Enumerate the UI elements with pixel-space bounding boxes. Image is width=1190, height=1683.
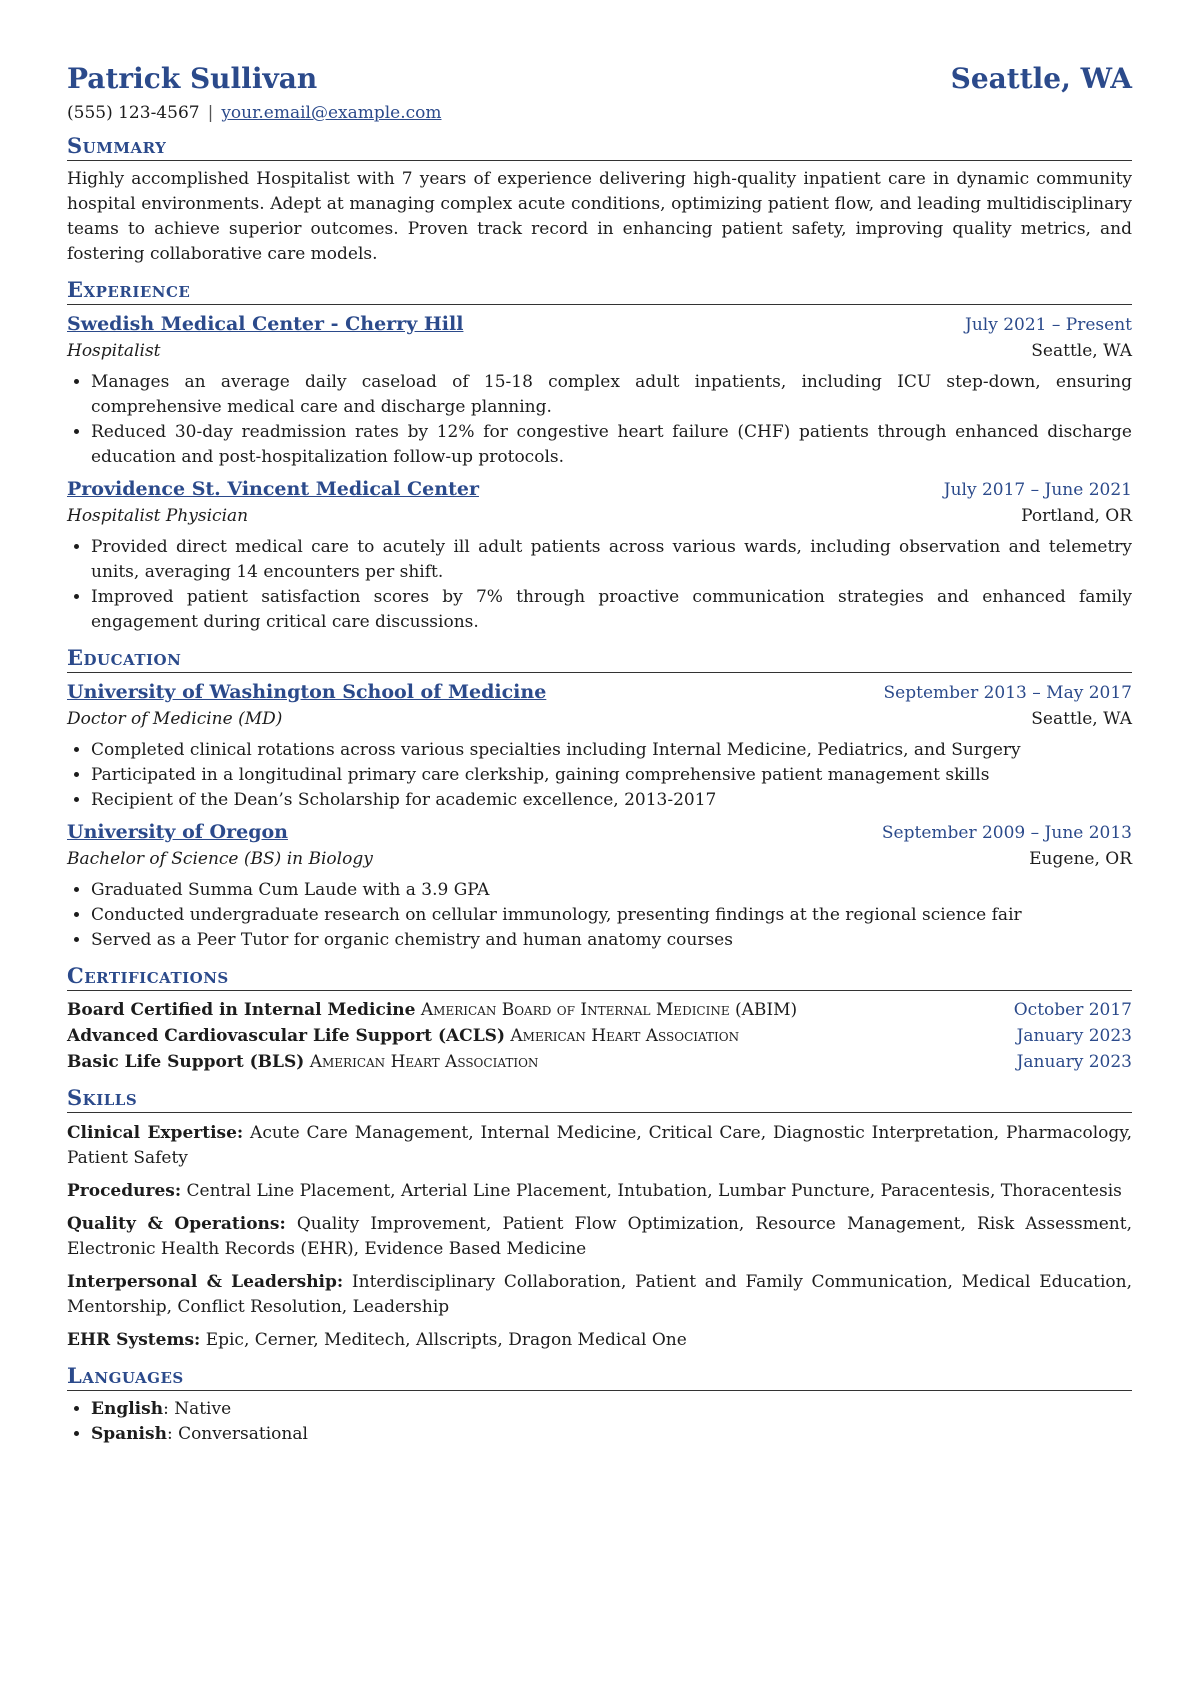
entry-header xyxy=(67,819,1132,846)
entry-degree: Bachelor of Science (BS) in Biology xyxy=(67,849,373,869)
skill-group xyxy=(67,1179,1132,1204)
education-entry xyxy=(67,819,1132,953)
section-title-experience: Experience xyxy=(67,277,1132,305)
entry-location: Eugene, OR xyxy=(1029,849,1132,869)
list-item: • Served as a Peer Tutor for organic chemistry and human anatomy courses xyxy=(91,928,1132,953)
certifications-list xyxy=(67,997,1132,1075)
certification-row xyxy=(67,1023,1132,1049)
certification-row xyxy=(67,997,1132,1023)
section-title-languages: Languages xyxy=(67,1363,1132,1391)
entry-subheader xyxy=(67,503,1132,529)
email-link[interactable]: your.email@example.com xyxy=(221,103,442,123)
employer-link[interactable]: Swedish Medical Center - Cherry Hill xyxy=(67,313,464,335)
entry-bullets xyxy=(67,738,1132,813)
contact-separator: | xyxy=(207,103,214,123)
school-link[interactable]: University of Washington School of Medicine xyxy=(67,681,547,703)
entry-dates: September 2009 – June 2013 xyxy=(881,823,1132,843)
certification-name: Board Certified in Internal Medicine xyxy=(67,1000,416,1020)
section-title-summary: Summary xyxy=(67,133,1132,161)
list-item: • Graduated Summa Cum Laude with a 3.9 GPA xyxy=(91,878,1132,903)
entry-header xyxy=(67,679,1132,706)
entry-location: Seattle, WA xyxy=(1031,341,1132,361)
skill-group xyxy=(67,1212,1132,1262)
entry-role: Hospitalist xyxy=(67,341,161,361)
school-link[interactable]: University of Oregon xyxy=(67,821,288,843)
language-level: : Conversational xyxy=(166,1424,308,1444)
skill-group xyxy=(67,1328,1132,1353)
list-item: • Provided direct medical care to acutely ill adult patients across various wards, including observation and telemetry units, averaging 14 encounters per shift. xyxy=(91,535,1132,585)
language-level: : Native xyxy=(163,1399,232,1419)
entry-bullets xyxy=(67,370,1132,470)
certification-issuer: American Heart Association xyxy=(309,1052,539,1072)
list-item: • Recipient of the Dean’s Scholarship for academic excellence, 2013-2017 xyxy=(91,788,1132,813)
skill-label: Quality & Operations: xyxy=(67,1214,286,1234)
skill-text: Epic, Cerner, Meditech, Allscripts, Dragon Medical One xyxy=(205,1330,687,1350)
entry-dates: July 2017 – June 2021 xyxy=(943,480,1132,500)
skills-list xyxy=(67,1121,1132,1353)
header xyxy=(67,62,1132,95)
candidate-location: Seattle, WA xyxy=(950,62,1132,95)
certification-issuer: American Heart Association xyxy=(510,1026,740,1046)
skill-text: Quality Improvement, Patient Flow Optimization, Resource Management, Risk Assessment, Electronic Health Records (EHR), Evidence Based Medicine xyxy=(67,1214,1132,1259)
contact-line xyxy=(67,103,1132,123)
entry-bullets xyxy=(67,878,1132,953)
experience-entry xyxy=(67,311,1132,470)
skill-label: Interpersonal & Leadership: xyxy=(67,1272,344,1292)
entry-degree: Doctor of Medicine (MD) xyxy=(67,709,283,729)
phone-number: (555) 123-4567 xyxy=(67,103,200,123)
entry-dates: September 2013 – May 2017 xyxy=(883,683,1132,703)
certification-date: January 2023 xyxy=(1016,1026,1132,1046)
candidate-name: Patrick Sullivan xyxy=(67,62,318,95)
entry-role: Hospitalist Physician xyxy=(67,506,249,526)
certification-name: Advanced Cardiovascular Life Support (ACLS) xyxy=(67,1026,505,1046)
certification-label xyxy=(67,1049,538,1075)
certification-date: October 2017 xyxy=(1013,1000,1132,1020)
skill-text: Central Line Placement, Arterial Line Placement, Intubation, Lumbar Puncture, Paracentesis, Thoracentesis xyxy=(186,1181,1122,1201)
entry-dates: July 2021 – Present xyxy=(965,315,1132,335)
employer-link[interactable]: Providence St. Vincent Medical Center xyxy=(67,478,479,500)
skill-group xyxy=(67,1270,1132,1320)
section-title-certifications: Certifications xyxy=(67,963,1132,991)
list-item xyxy=(91,1422,1132,1447)
certification-issuer: American Board of Internal Medicine (ABIM) xyxy=(420,1000,798,1020)
skill-text: Interdisciplinary Collaboration, Patient and Family Communication, Medical Education, Mentorship, Conflict Resolution, Leadership xyxy=(67,1272,1132,1317)
certification-row xyxy=(67,1049,1132,1075)
entry-subheader xyxy=(67,338,1132,364)
list-item: • Manages an average daily caseload of 15-18 complex adult inpatients, including ICU step-down, ensuring comprehensive medical care and discharge planning. xyxy=(91,370,1132,420)
list-item: • Completed clinical rotations across various specialties including Internal Medicine, Pediatrics, and Surgery xyxy=(91,738,1132,763)
skill-group xyxy=(67,1121,1132,1171)
entry-header xyxy=(67,476,1132,503)
skill-text: Acute Care Management, Internal Medicine, Critical Care, Diagnostic Interpretation, Pharmacology, Patient Safety xyxy=(67,1123,1132,1168)
entry-header xyxy=(67,311,1132,338)
education-entry xyxy=(67,679,1132,813)
skill-label: Clinical Expertise: xyxy=(67,1123,244,1143)
entry-bullets xyxy=(67,535,1132,635)
entry-subheader xyxy=(67,706,1132,732)
summary-text: Highly accomplished Hospitalist with 7 years of experience delivering high-quality inpatient care in dynamic community hospital environments. Adept at managing complex acute conditions, optimizing patient flow, and leading multidisciplinary teams to achieve superior outcomes. Proven track record in enhancing patient safety, improving quality metrics, and fostering collaborative care models. xyxy=(67,169,1132,264)
list-item: • Participated in a longitudinal primary care clerkship, gaining comprehensive patient management skills xyxy=(91,763,1132,788)
certification-label xyxy=(67,997,797,1023)
certification-label xyxy=(67,1023,739,1049)
entry-subheader xyxy=(67,846,1132,872)
experience-entry xyxy=(67,476,1132,635)
section-title-education: Education xyxy=(67,645,1132,673)
entry-location: Seattle, WA xyxy=(1031,709,1132,729)
certification-date: January 2023 xyxy=(1016,1052,1132,1072)
certification-name: Basic Life Support (BLS) xyxy=(67,1052,305,1072)
language-name: English xyxy=(91,1399,164,1419)
skill-label: Procedures: xyxy=(67,1181,182,1201)
list-item: • Conducted undergraduate research on cellular immunology, presenting findings at the regional science fair xyxy=(91,903,1132,928)
list-item: • Reduced 30-day readmission rates by 12% for congestive heart failure (CHF) patients through enhanced discharge education and post-hospitalization follow-up protocols. xyxy=(91,420,1132,470)
skill-label: EHR Systems: xyxy=(67,1330,201,1350)
list-item xyxy=(91,1397,1132,1422)
list-item: • Improved patient satisfaction scores by 7% through proactive communication strategies and enhanced family engagement during critical care discussions. xyxy=(91,585,1132,635)
language-name: Spanish xyxy=(91,1424,167,1444)
entry-location: Portland, OR xyxy=(1021,506,1132,526)
section-title-skills: Skills xyxy=(67,1085,1132,1113)
languages-list xyxy=(67,1397,1132,1447)
